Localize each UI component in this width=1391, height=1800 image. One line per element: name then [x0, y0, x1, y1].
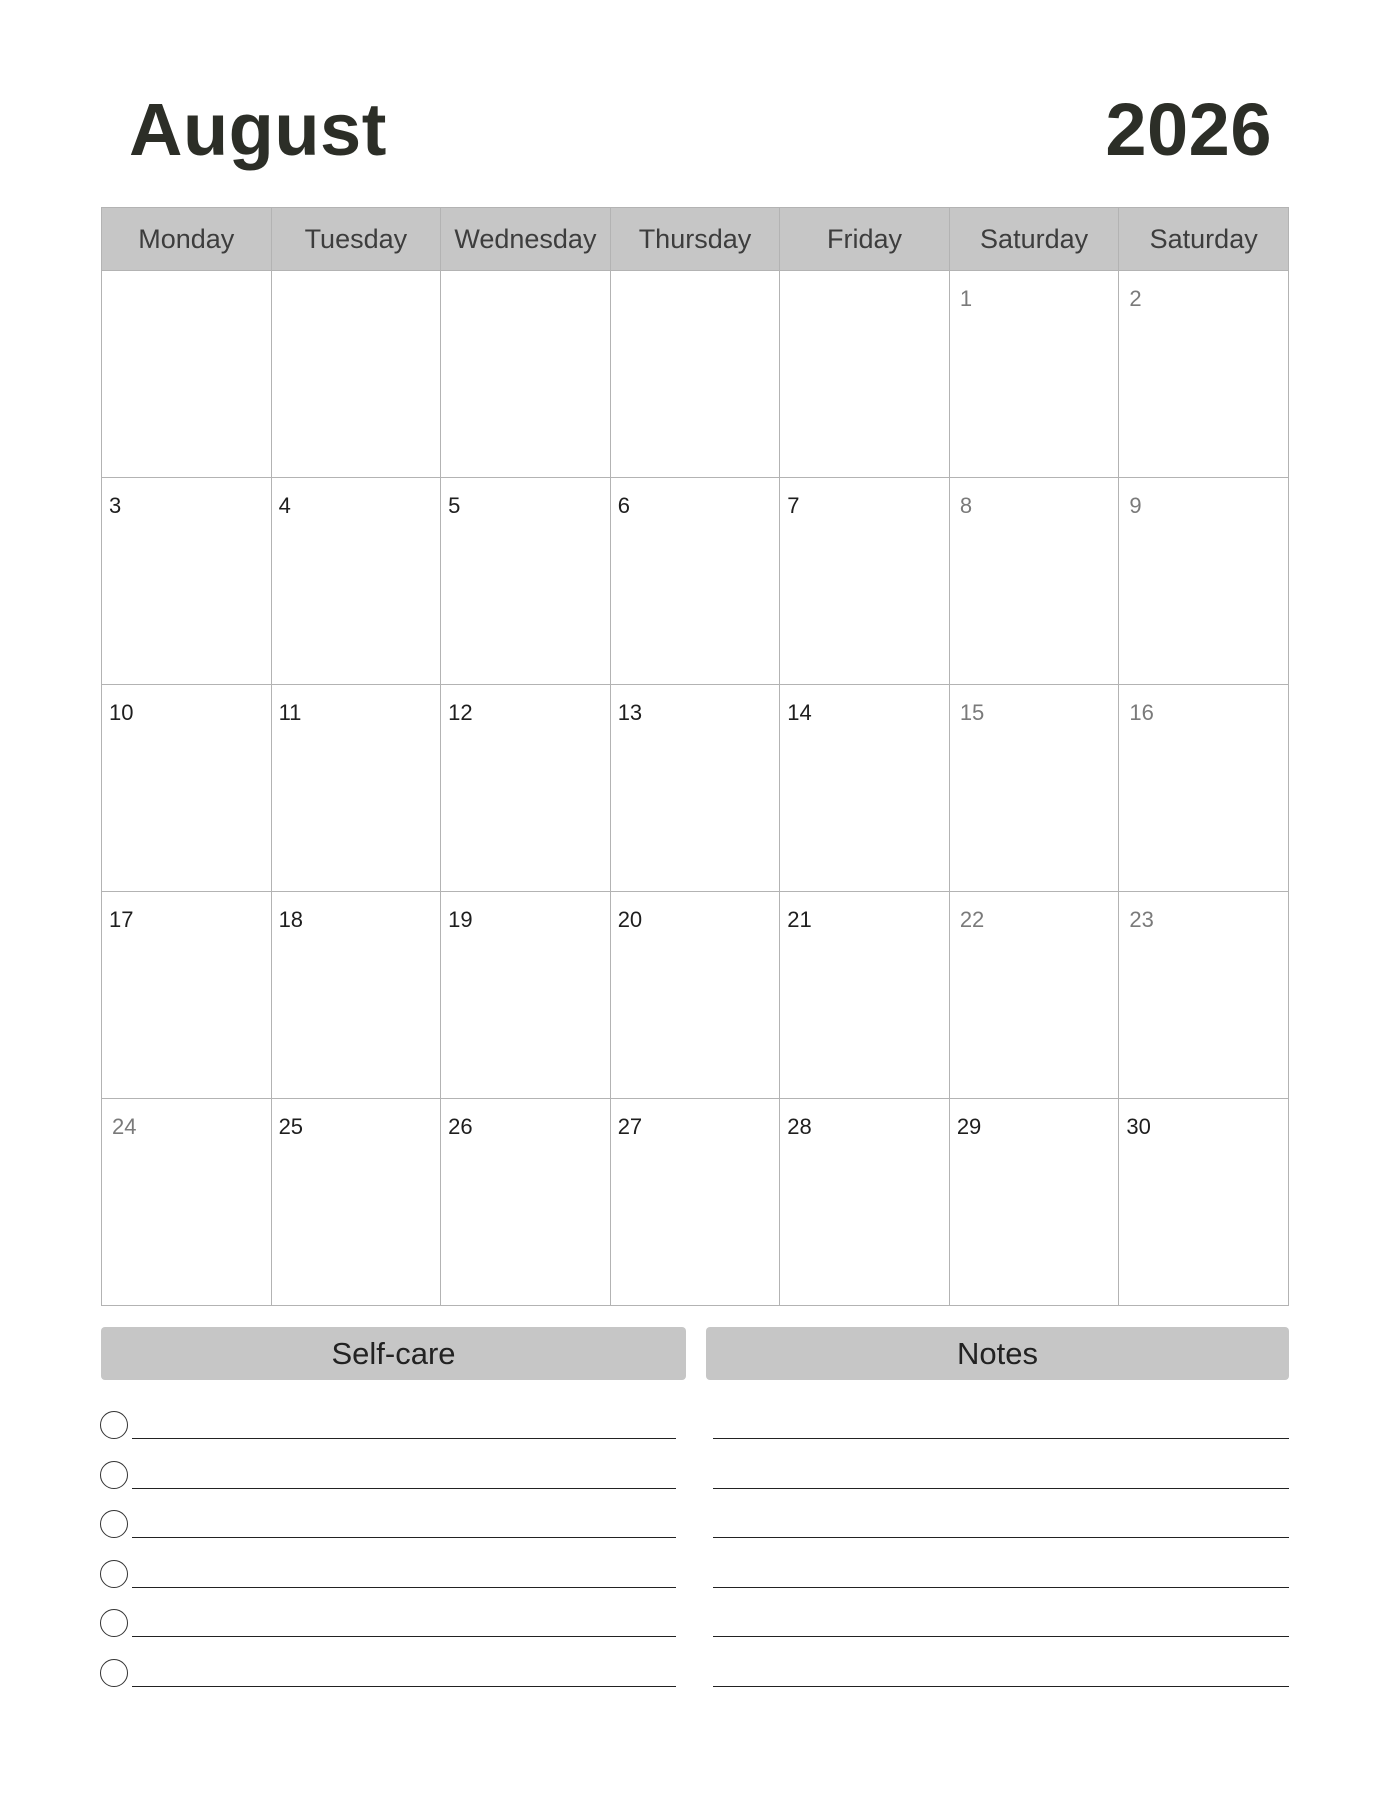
day-cell[interactable] — [610, 271, 780, 478]
checkbox-circle-icon[interactable] — [100, 1609, 128, 1637]
note-row — [713, 1609, 1289, 1659]
day-cell[interactable] — [102, 271, 272, 478]
day-cell[interactable] — [610, 478, 780, 685]
day-cell[interactable] — [780, 271, 950, 478]
day-number: 3 — [109, 493, 122, 518]
day-cell[interactable] — [102, 478, 272, 685]
day-cell[interactable] — [1119, 892, 1289, 1099]
day-cell[interactable] — [441, 685, 611, 892]
week-row — [102, 271, 1289, 478]
day-number: 9 — [1129, 493, 1142, 518]
day-number: 14 — [787, 700, 812, 725]
day-cell[interactable] — [102, 1099, 272, 1306]
weekday-header: Tuesday — [271, 208, 441, 271]
notes-lines — [713, 1411, 1289, 1709]
checkbox-circle-icon[interactable] — [100, 1659, 128, 1687]
checklist-line[interactable] — [132, 1686, 676, 1687]
note-line[interactable] — [713, 1636, 1289, 1637]
day-cell[interactable] — [949, 271, 1119, 478]
weekday-header: Wednesday — [441, 208, 611, 271]
day-number: 24 — [112, 1114, 137, 1139]
day-number: 12 — [448, 700, 473, 725]
day-number: 10 — [109, 700, 134, 725]
checklist-line[interactable] — [132, 1438, 676, 1439]
month-title: August — [129, 88, 387, 171]
checkbox-circle-icon[interactable] — [100, 1560, 128, 1588]
day-cell[interactable] — [949, 685, 1119, 892]
day-number: 6 — [617, 493, 630, 518]
day-cell[interactable] — [780, 892, 950, 1099]
note-line[interactable] — [713, 1488, 1289, 1489]
note-line[interactable] — [713, 1587, 1289, 1588]
day-number: 25 — [278, 1114, 304, 1139]
day-cell[interactable] — [102, 892, 272, 1099]
note-row — [713, 1659, 1289, 1709]
day-number — [611, 271, 780, 288]
notes-header: Notes — [706, 1327, 1289, 1380]
day-number: 2 — [1129, 286, 1142, 311]
day-cell[interactable] — [441, 1099, 611, 1306]
day-cell[interactable] — [441, 478, 611, 685]
checklist-item — [100, 1510, 680, 1560]
day-cell[interactable] — [610, 1099, 780, 1306]
day-cell[interactable] — [271, 1099, 441, 1306]
day-cell[interactable] — [271, 271, 441, 478]
day-number: 13 — [617, 700, 643, 725]
day-cell[interactable] — [949, 1099, 1119, 1306]
day-number: 15 — [959, 700, 985, 725]
day-number — [780, 271, 949, 288]
checklist-line[interactable] — [132, 1537, 676, 1538]
day-number: 7 — [787, 493, 800, 518]
day-number: 22 — [959, 907, 985, 932]
day-number: 23 — [1129, 907, 1154, 932]
day-number: 20 — [617, 907, 643, 932]
day-cell[interactable] — [949, 892, 1119, 1099]
note-line[interactable] — [713, 1438, 1289, 1439]
note-line[interactable] — [713, 1537, 1289, 1538]
day-cell[interactable] — [102, 685, 272, 892]
checklist-item — [100, 1560, 680, 1610]
checklist-item — [100, 1411, 680, 1461]
day-number: 1 — [959, 286, 973, 311]
day-cell[interactable] — [1119, 271, 1289, 478]
checklist-item — [100, 1659, 680, 1709]
weekday-header: Monday — [102, 208, 272, 271]
note-row — [713, 1461, 1289, 1511]
day-number: 18 — [278, 907, 304, 932]
checkbox-circle-icon[interactable] — [100, 1510, 128, 1538]
weekday-header: Saturday — [949, 208, 1119, 271]
checkbox-circle-icon[interactable] — [100, 1411, 128, 1439]
day-number: 30 — [1126, 1114, 1151, 1139]
day-cell[interactable] — [610, 892, 780, 1099]
day-number: 21 — [787, 907, 812, 932]
weekday-header: Friday — [780, 208, 950, 271]
day-cell[interactable] — [271, 478, 441, 685]
day-number: 17 — [109, 907, 134, 932]
day-cell[interactable] — [780, 1099, 950, 1306]
day-cell[interactable] — [271, 892, 441, 1099]
day-number: 28 — [787, 1114, 812, 1139]
week-row — [102, 892, 1289, 1099]
note-row — [713, 1411, 1289, 1461]
day-cell[interactable] — [1119, 685, 1289, 892]
weekday-header: Saturday — [1119, 208, 1289, 271]
day-number: 8 — [959, 493, 973, 518]
day-number: 4 — [278, 493, 291, 518]
week-row — [102, 685, 1289, 892]
checklist-item — [100, 1461, 680, 1511]
day-number: 27 — [617, 1114, 643, 1139]
checklist-line[interactable] — [132, 1488, 676, 1489]
day-cell[interactable] — [949, 478, 1119, 685]
selfcare-checklist — [100, 1411, 680, 1709]
day-number — [102, 271, 271, 288]
day-cell[interactable] — [610, 685, 780, 892]
day-number: 29 — [956, 1114, 982, 1139]
selfcare-header: Self-care — [101, 1327, 686, 1380]
day-number: 5 — [448, 493, 461, 518]
checklist-line[interactable] — [132, 1587, 676, 1588]
day-cell[interactable] — [441, 892, 611, 1099]
day-number — [441, 271, 610, 288]
day-number: 19 — [448, 907, 473, 932]
day-cell[interactable] — [780, 685, 950, 892]
day-cell[interactable] — [271, 685, 441, 892]
week-row — [102, 478, 1289, 685]
day-number: 11 — [278, 700, 302, 725]
note-row — [713, 1510, 1289, 1560]
year-title: 2026 — [1105, 88, 1272, 171]
day-number — [272, 271, 441, 288]
weekday-header: Thursday — [610, 208, 780, 271]
day-number: 16 — [1129, 700, 1154, 725]
note-line[interactable] — [713, 1686, 1289, 1687]
checkbox-circle-icon[interactable] — [100, 1461, 128, 1489]
day-cell[interactable] — [1119, 1099, 1289, 1306]
calendar-grid — [101, 207, 1289, 1306]
day-cell[interactable] — [441, 271, 611, 478]
note-row — [713, 1560, 1289, 1610]
checklist-line[interactable] — [132, 1636, 676, 1637]
day-cell[interactable] — [780, 478, 950, 685]
week-row — [102, 1099, 1289, 1306]
weekday-header-row — [102, 208, 1289, 271]
checklist-item — [100, 1609, 680, 1659]
day-cell[interactable] — [1119, 478, 1289, 685]
day-number: 26 — [448, 1114, 473, 1139]
